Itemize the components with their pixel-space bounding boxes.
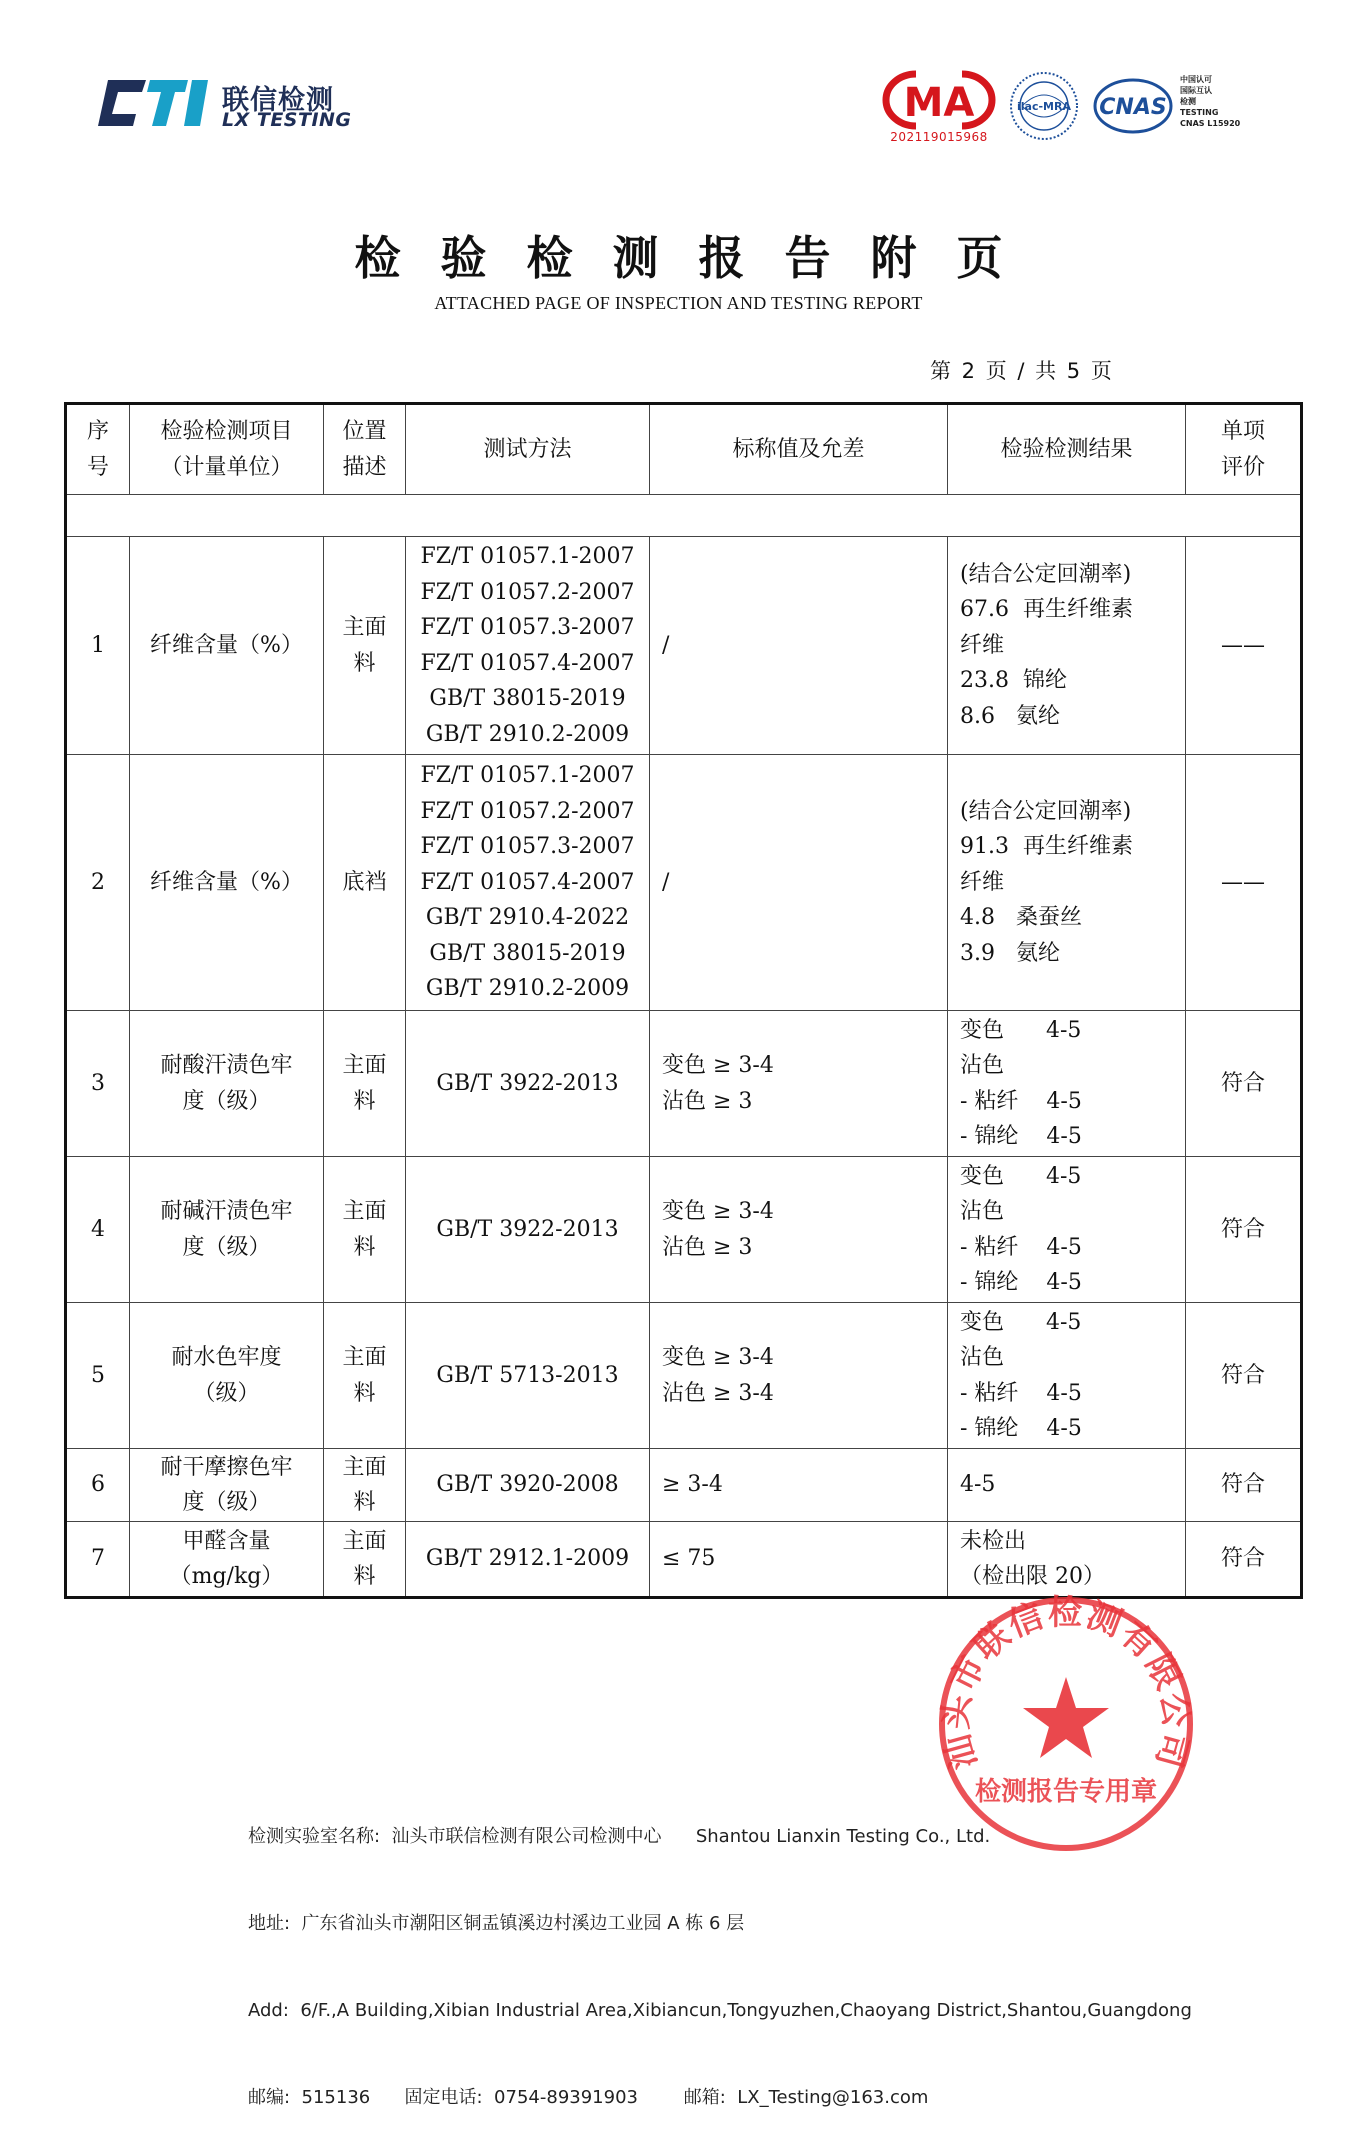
- eval-cell: 符合: [1186, 1449, 1302, 1522]
- position-cell-line: 料: [353, 1564, 376, 1589]
- lab-name-line: 检测实验室名称: 汕头市联信检测有限公司检测中心 Shantou Lianxin Testing Co., Ltd.: [248, 1826, 991, 1847]
- result-cell-line: 沾色: [960, 1199, 1005, 1224]
- result-cell-line: 沾色: [960, 1053, 1005, 1078]
- cnas-text-line: CNAS L15920: [1180, 119, 1241, 128]
- blank-cell: [66, 495, 1302, 537]
- table-row: [66, 537, 1302, 755]
- seq-cell: 2: [66, 755, 130, 1011]
- method-cell: [406, 1011, 650, 1157]
- result-cell: [948, 1157, 1186, 1303]
- eval-cell: 符合: [1186, 1303, 1302, 1449]
- method-cell-line: FZ/T 01057.1-2007: [420, 544, 635, 569]
- item-cell: [130, 1157, 324, 1303]
- seq-cell: 4: [66, 1157, 130, 1303]
- cnas-text-line: TESTING: [1180, 108, 1219, 117]
- method-cell-line: FZ/T 01057.4-2007: [420, 650, 635, 676]
- method-cell-line: GB/T 2910.2-2009: [425, 976, 630, 1002]
- position-cell-line: 主面: [342, 1053, 387, 1078]
- result-cell-line: 67.6 再生纤维素: [960, 597, 1133, 623]
- position-cell-line: 主面: [342, 1454, 387, 1480]
- result-cell-line: (结合公定回潮率): [960, 561, 1132, 587]
- result-cell: [948, 1522, 1186, 1598]
- result-cell-line: 91.3 再生纤维素: [960, 834, 1133, 860]
- header-item: 检验检测项目 （计量单位）: [130, 404, 324, 495]
- nominal-cell: [650, 537, 948, 755]
- result-cell: [948, 755, 1186, 1011]
- method-cell-line: GB/T 2912.1-2009: [425, 1546, 630, 1572]
- inspection-results-table: [64, 402, 1303, 1599]
- position-cell-line: 主面: [342, 615, 387, 640]
- result-cell-line: 4-5: [960, 1472, 996, 1498]
- method-cell: [406, 1522, 650, 1598]
- item-cell-line: 度（级）: [182, 1088, 271, 1114]
- result-cell: [948, 537, 1186, 755]
- cma-certification-mark: [880, 70, 998, 150]
- item-cell-line: 度（级）: [182, 1490, 271, 1515]
- method-cell-line: GB/T 38015-2019: [429, 686, 626, 711]
- item-cell: [130, 755, 324, 1011]
- method-cell-line: FZ/T 01057.1-2007: [420, 763, 635, 789]
- position-cell-line: 底裆: [342, 869, 387, 895]
- position-cell-line: 主面: [342, 1528, 387, 1554]
- header-eval: 单项 评价: [1186, 404, 1302, 495]
- result-cell-line: - 粘纤 4-5: [960, 1088, 1082, 1114]
- position-cell: [324, 537, 406, 755]
- nominal-cell-line: 变色 ≥ 3-4: [662, 1053, 774, 1078]
- contact-line: 邮编: 515136 固定电话: 0754-89391903 邮箱: LX_Testing@163.com: [248, 2087, 929, 2108]
- item-cell-line: 耐碱汗渍色牢: [160, 1199, 293, 1224]
- ilac-mra-label: ilac-MRA: [1017, 100, 1071, 113]
- item-cell: [130, 537, 324, 755]
- position-cell: [324, 1011, 406, 1157]
- item-cell-line: （级）: [193, 1380, 260, 1406]
- nominal-cell: [650, 1522, 948, 1598]
- company-logo: [92, 74, 362, 136]
- result-cell-line: 变色 4-5: [960, 1309, 1082, 1335]
- page-indicator: 第 2 页 / 共 5 页: [930, 359, 1114, 383]
- result-cell-line: 未检出: [960, 1528, 1027, 1554]
- result-cell-line: 变色 4-5: [960, 1017, 1082, 1043]
- cnas-logo-icon: [1092, 77, 1174, 135]
- seq-cell: 1: [66, 537, 130, 755]
- header-position: 位置 描述: [324, 404, 406, 495]
- nominal-cell-line: /: [662, 632, 670, 658]
- method-cell-line: GB/T 38015-2019: [429, 940, 626, 966]
- cnas-mark: [1092, 77, 1174, 135]
- item-cell-line: 耐酸汗渍色牢: [160, 1053, 293, 1078]
- method-cell: [406, 1303, 650, 1449]
- position-cell-line: 料: [353, 1234, 376, 1260]
- result-cell-line: 纤维: [960, 869, 1005, 895]
- nominal-cell: [650, 1303, 948, 1449]
- position-cell: [324, 1522, 406, 1598]
- method-cell-line: FZ/T 01057.2-2007: [420, 579, 635, 605]
- nominal-cell: [650, 755, 948, 1011]
- table-row: [66, 1303, 1302, 1449]
- result-cell-line: 3.9 氨纶: [960, 940, 1060, 966]
- eval-cell: ——: [1186, 537, 1302, 755]
- method-cell: [406, 755, 650, 1011]
- cnas-logo-label: CNAS: [1099, 95, 1167, 120]
- result-cell-line: (结合公定回潮率): [960, 798, 1132, 824]
- page-subtitle: ATTACHED PAGE OF INSPECTION AND TESTING REPORT: [434, 293, 923, 313]
- page-title: 检验检测报告附页: [354, 231, 1043, 285]
- result-cell-line: - 锦纶 4-5: [960, 1124, 1082, 1149]
- item-cell-line: 耐水色牢度: [171, 1345, 282, 1370]
- header-result: 检验检测结果: [948, 404, 1186, 495]
- position-cell-line: 料: [353, 1380, 376, 1406]
- logo-english-name: LX TESTING: [222, 109, 352, 131]
- result-cell: [948, 1011, 1186, 1157]
- cma-logo-label: MA: [903, 80, 975, 126]
- table-row: [66, 1157, 1302, 1303]
- method-cell-line: GB/T 2910.4-2022: [425, 905, 630, 931]
- nominal-cell-line: 变色 ≥ 3-4: [662, 1199, 774, 1224]
- item-cell-line: 耐干摩擦色牢: [160, 1454, 293, 1480]
- header-method: 测试方法: [406, 404, 650, 495]
- position-cell-line: 料: [353, 650, 376, 676]
- cnas-text-line: 国际互认: [1180, 86, 1212, 95]
- table-row: [66, 755, 1302, 1011]
- position-cell-line: 料: [353, 1088, 376, 1114]
- cnas-accreditation-text: [1180, 74, 1240, 129]
- nominal-cell: [650, 1011, 948, 1157]
- nominal-cell-line: 沾色 ≥ 3: [662, 1234, 753, 1260]
- item-cell-line: （mg/kg）: [169, 1564, 284, 1589]
- method-cell-line: GB/T 3922-2013: [436, 1070, 619, 1096]
- cnas-text-line: 检测: [1180, 97, 1196, 106]
- table-row: [66, 1522, 1302, 1598]
- cnas-text-line: 中国认可: [1180, 75, 1212, 84]
- result-cell-line: 8.6 氨纶: [960, 703, 1060, 729]
- position-cell: [324, 1449, 406, 1522]
- method-cell-line: FZ/T 01057.2-2007: [420, 798, 635, 824]
- position-cell-line: 主面: [342, 1199, 387, 1224]
- item-cell-line: 甲醛含量: [182, 1528, 271, 1554]
- item-cell: [130, 1011, 324, 1157]
- position-cell: [324, 1303, 406, 1449]
- nominal-cell-line: 沾色 ≥ 3: [662, 1088, 753, 1114]
- item-cell: [130, 1303, 324, 1449]
- cma-logo-icon: [880, 70, 998, 130]
- method-cell-line: FZ/T 01057.4-2007: [420, 869, 635, 895]
- seq-cell: 6: [66, 1449, 130, 1522]
- method-cell-line: GB/T 2910.2-2009: [425, 721, 630, 747]
- lx-logo-icon: [92, 74, 216, 136]
- result-cell-line: - 粘纤 4-5: [960, 1380, 1082, 1406]
- method-cell-line: GB/T 5713-2013: [436, 1362, 619, 1388]
- result-cell-line: 4.8 桑蚕丝: [960, 905, 1082, 931]
- seq-cell: 3: [66, 1011, 130, 1157]
- position-cell-line: 料: [353, 1490, 376, 1515]
- position-cell: [324, 1157, 406, 1303]
- result-cell-line: 纤维: [960, 632, 1005, 658]
- address-en-line: Add: 6/F.,A Building,Xibian Industrial Area,Xibiancun,Tongyuzhen,Chaoyang District,Shantou,Guangdong: [248, 2000, 1192, 2021]
- table-row: [66, 1449, 1302, 1522]
- nominal-cell: [650, 1157, 948, 1303]
- method-cell: [406, 1449, 650, 1522]
- result-cell-line: （检出限 20）: [960, 1564, 1105, 1589]
- table-blank-row: [66, 495, 1302, 537]
- seq-cell: 7: [66, 1522, 130, 1598]
- nominal-cell-line: ≤ 75: [662, 1546, 716, 1572]
- nominal-cell-line: ≥ 3-4: [662, 1472, 723, 1498]
- ilac-mra-mark: [1008, 70, 1080, 142]
- item-cell-line: 纤维含量（%）: [150, 632, 303, 658]
- item-cell-line: 度（级）: [182, 1234, 271, 1260]
- item-cell-line: 纤维含量（%）: [150, 869, 303, 895]
- nominal-cell: [650, 1449, 948, 1522]
- method-cell: [406, 1157, 650, 1303]
- header-nominal: 标称值及允差: [650, 404, 948, 495]
- header-seq: 序 号: [66, 404, 130, 495]
- nominal-cell-line: 变色 ≥ 3-4: [662, 1345, 774, 1370]
- result-cell-line: - 粘纤 4-5: [960, 1234, 1082, 1260]
- table-row: [66, 1011, 1302, 1157]
- result-cell-line: - 锦纶 4-5: [960, 1416, 1082, 1441]
- method-cell-line: FZ/T 01057.3-2007: [420, 615, 635, 640]
- eval-cell: 符合: [1186, 1522, 1302, 1598]
- seal-ring-text: 汕头市联信检测有限公司: [935, 1593, 1197, 1774]
- result-cell: [948, 1303, 1186, 1449]
- nominal-cell-line: 沾色 ≥ 3-4: [662, 1380, 774, 1406]
- seal-star-icon: [935, 1593, 1197, 1855]
- seq-cell: 5: [66, 1303, 130, 1449]
- result-cell-line: 沾色: [960, 1345, 1005, 1370]
- eval-cell: ——: [1186, 755, 1302, 1011]
- position-cell: [324, 755, 406, 1011]
- result-cell-line: - 锦纶 4-5: [960, 1270, 1082, 1295]
- item-cell: [130, 1522, 324, 1598]
- result-cell: [948, 1449, 1186, 1522]
- result-cell-line: 变色 4-5: [960, 1163, 1082, 1189]
- eval-cell: 符合: [1186, 1011, 1302, 1157]
- method-cell-line: GB/T 3922-2013: [436, 1216, 619, 1242]
- method-cell-line: GB/T 3920-2008: [436, 1472, 619, 1498]
- method-cell-line: FZ/T 01057.3-2007: [420, 834, 635, 860]
- official-seal: [935, 1593, 1197, 1855]
- logo-chinese-name: 联信检测: [222, 85, 334, 116]
- cma-number: 202119015968: [890, 130, 988, 144]
- position-cell-line: 主面: [342, 1345, 387, 1370]
- result-cell-line: 23.8 锦纶: [960, 668, 1067, 694]
- eval-cell: 符合: [1186, 1157, 1302, 1303]
- table-header-row: [66, 404, 1302, 495]
- nominal-cell-line: /: [662, 869, 670, 895]
- seal-bottom-text: 检测报告专用章: [974, 1777, 1158, 1807]
- item-cell: [130, 1449, 324, 1522]
- address-cn-line: 地址: 广东省汕头市潮阳区铜盂镇溪边村溪边工业园 A 栋 6 层: [248, 1913, 745, 1934]
- ilac-mra-icon: [1008, 70, 1080, 142]
- method-cell: [406, 537, 650, 755]
